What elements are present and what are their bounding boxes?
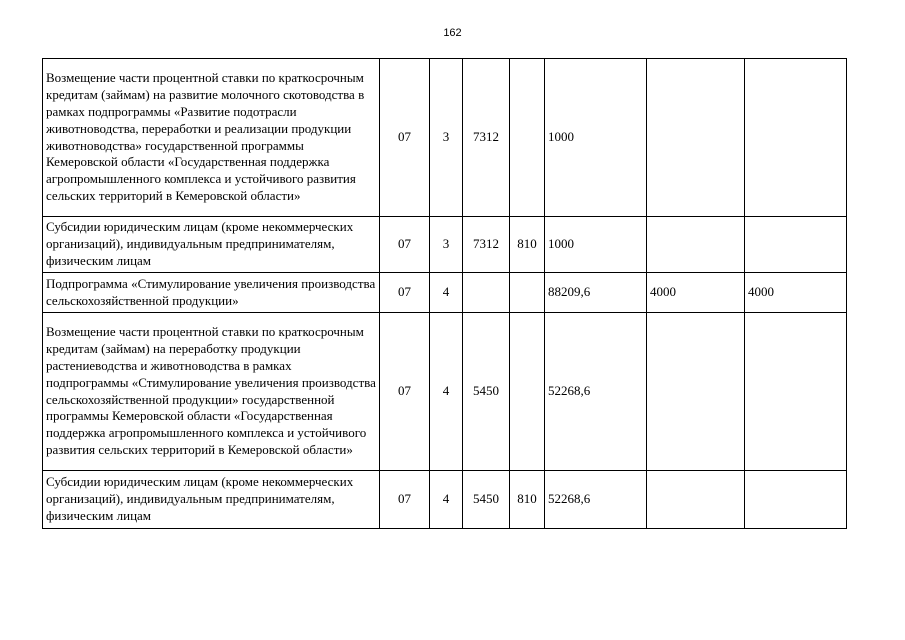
budget-table bbox=[42, 58, 847, 529]
expense-type-cell: 810 bbox=[510, 471, 545, 529]
subprogram-code-cell: 4 bbox=[430, 313, 463, 471]
direction-code-cell: 5450 bbox=[463, 313, 510, 471]
sum-year1-cell: 52268,6 bbox=[545, 313, 647, 471]
sum-year2-cell bbox=[647, 217, 745, 273]
expense-type-cell bbox=[510, 313, 545, 471]
sum-year3-cell bbox=[745, 59, 847, 217]
program-code-cell: 07 bbox=[380, 313, 430, 471]
sum-year3-cell bbox=[745, 217, 847, 273]
sum-year3-cell: 4000 bbox=[745, 273, 847, 313]
direction-code-cell bbox=[463, 273, 510, 313]
expense-type-cell bbox=[510, 59, 545, 217]
subprogram-code-cell: 4 bbox=[430, 273, 463, 313]
table-row bbox=[43, 273, 847, 313]
sum-year2-cell bbox=[647, 59, 745, 217]
table-row bbox=[43, 471, 847, 529]
sum-year2-cell bbox=[647, 313, 745, 471]
subprogram-code-cell: 3 bbox=[430, 217, 463, 273]
direction-code-cell: 7312 bbox=[463, 59, 510, 217]
table-row bbox=[43, 59, 847, 217]
expense-type-cell: 810 bbox=[510, 217, 545, 273]
sum-year1-cell: 88209,6 bbox=[545, 273, 647, 313]
sum-year3-cell bbox=[745, 313, 847, 471]
row-name-cell: Подпрограмма «Стимулирование увеличения производства сельскохозяйственной продукции» bbox=[43, 273, 380, 313]
row-name-cell: Субсидии юридическим лицам (кроме некоммерческих организаций), индивидуальным предпринимателям, физическим лицам bbox=[43, 217, 380, 273]
program-code-cell: 07 bbox=[380, 59, 430, 217]
sum-year2-cell bbox=[647, 471, 745, 529]
sum-year2-cell: 4000 bbox=[647, 273, 745, 313]
program-code-cell: 07 bbox=[380, 217, 430, 273]
expense-type-cell bbox=[510, 273, 545, 313]
program-code-cell: 07 bbox=[380, 471, 430, 529]
table-row bbox=[43, 217, 847, 273]
sum-year1-cell: 1000 bbox=[545, 59, 647, 217]
sum-year3-cell bbox=[745, 471, 847, 529]
sum-year1-cell: 52268,6 bbox=[545, 471, 647, 529]
page-number: 162 bbox=[443, 27, 462, 39]
table-row bbox=[43, 313, 847, 471]
program-code-cell: 07 bbox=[380, 273, 430, 313]
subprogram-code-cell: 3 bbox=[430, 59, 463, 217]
row-name-cell: Возмещение части процентной ставки по краткосрочным кредитам (займам) на развитие молочного скотоводства в рамках подпрограммы «Развитие подотрасли животноводства, переработки и реализации продукции животноводства» государственной программы Кемеровской области «Государственная поддержка агропромышленного комплекса и устойчивого развития сельских территорий в Кемеровской области» bbox=[43, 59, 380, 217]
row-name-cell: Субсидии юридическим лицам (кроме некоммерческих организаций), индивидуальным предпринимателям, физическим лицам bbox=[43, 471, 380, 529]
direction-code-cell: 7312 bbox=[463, 217, 510, 273]
row-name-cell: Возмещение части процентной ставки по краткосрочным кредитам (займам) на переработку продукции растениеводства и животноводства в рамках подпрограммы «Стимулирование увеличения производства сельскохозяйственной продукции» государственной программы Кемеровской области «Государственная поддержка агропромышленного комплекса и устойчивого развития сельских территорий в Кемеровской области» bbox=[43, 313, 380, 471]
sum-year1-cell: 1000 bbox=[545, 217, 647, 273]
direction-code-cell: 5450 bbox=[463, 471, 510, 529]
subprogram-code-cell: 4 bbox=[430, 471, 463, 529]
